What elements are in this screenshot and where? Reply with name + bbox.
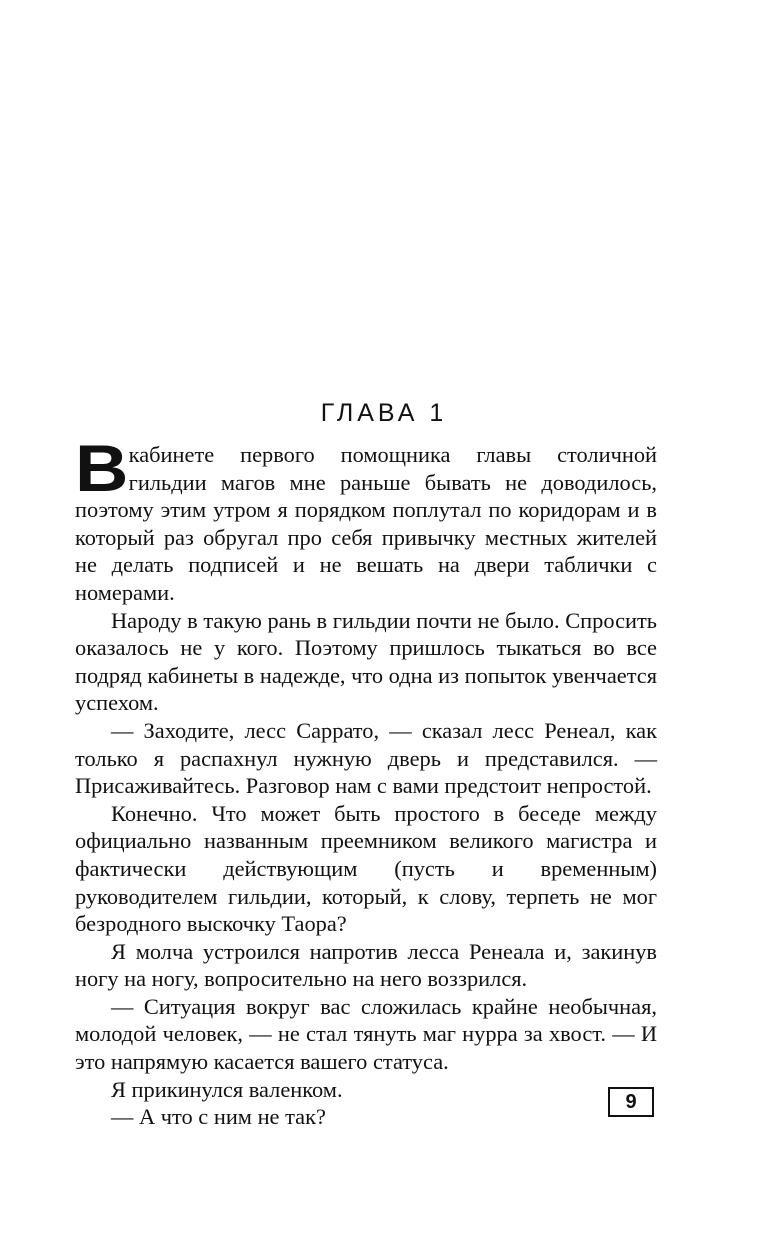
paragraph-2: Народу в такую рань в гильдии почти не было. Спросить оказалось не у кого. Поэтому пришлось тыкаться во все подряд кабинеты в надежде, что одна из попыток увенчается успехом. [75, 607, 657, 716]
paragraph-7: Я прикинулся валенком. [111, 1076, 343, 1102]
paragraph-4: Конечно. Что может быть простого в беседе между официально названным преемником великого магистра и фактически действующим (пусть и временным) руководителем гильдии, который, к слову, терпеть не мог безродного выскочку Таора? [75, 800, 657, 937]
drop-cap: В [75, 431, 129, 505]
paragraph-8: — А что с ним не так? [111, 1104, 326, 1130]
page-number: 9 [608, 1087, 654, 1117]
paragraph-6: — Ситуация вокруг вас сложилась крайне необычная, молодой человек, — не стал тянуть маг нурра за хвост. — И это напрямую касается вашего статуса. [75, 993, 657, 1075]
paragraph-1-text: кабинете первого помощника главы столичной гильдии магов мне раньше бывать не доводилось, поэтому этим утром я порядком поплутал по коридорам и в который раз обругал про себя привычку местных жителей не делать подписей и не вешать на двери таблички с номерами. [75, 442, 657, 605]
body-text [75, 431, 657, 1131]
paragraph-3: — Заходите, лесс Саррато, — сказал лесс Ренеал, как только я распахнул нужную дверь и представился. — Присаживайтесь. Разговор нам с вами предстоит непростой. [75, 717, 657, 799]
paragraph-1 [75, 431, 657, 607]
paragraph-5: Я молча устроился напротив лесса Ренеала и, закинув ногу на ногу, вопросительно на него воззрился. [75, 938, 657, 992]
chapter-title: ГЛАВА 1 [320, 399, 448, 427]
